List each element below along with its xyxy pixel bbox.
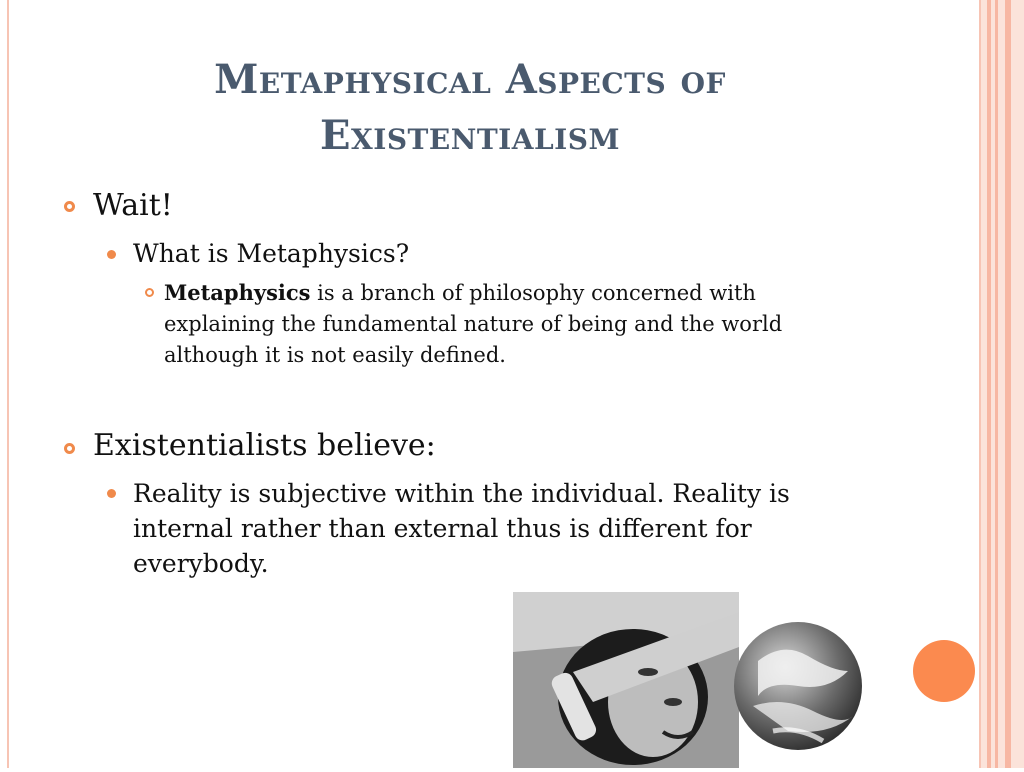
earth-globe-image <box>728 601 862 768</box>
definition-term: Metaphysics <box>164 280 311 305</box>
bullet-reality-subjective: Reality is subjective within the individual. Reality is internal rather than external thus is different for everybody. <box>133 479 790 578</box>
bullet-metaphysics-definition <box>164 277 864 371</box>
bullet-wait: Wait! <box>93 188 173 223</box>
ring-bullet-icon <box>145 288 154 297</box>
slide-title <box>120 52 820 164</box>
face-photo <box>513 592 739 768</box>
dot-bullet-icon <box>107 489 116 498</box>
ring-bullet-icon <box>64 201 75 212</box>
bullet-what-is-metaphysics: What is Metaphysics? <box>133 239 410 268</box>
orange-circle-decoration <box>913 640 975 702</box>
bullet-existentialists-believe: Existentialists believe: <box>93 428 436 463</box>
title-line-2: Existentialism <box>320 112 620 159</box>
title-line-1: Metaphysical Aspects of <box>214 56 726 103</box>
dot-bullet-icon <box>107 250 116 259</box>
definition-text: is a branch of philosophy concerned with explaining the fundamental nature of being and the world although it is not easily defined. <box>164 281 783 367</box>
right-decor-band <box>981 0 1024 768</box>
ring-bullet-icon <box>64 443 75 454</box>
